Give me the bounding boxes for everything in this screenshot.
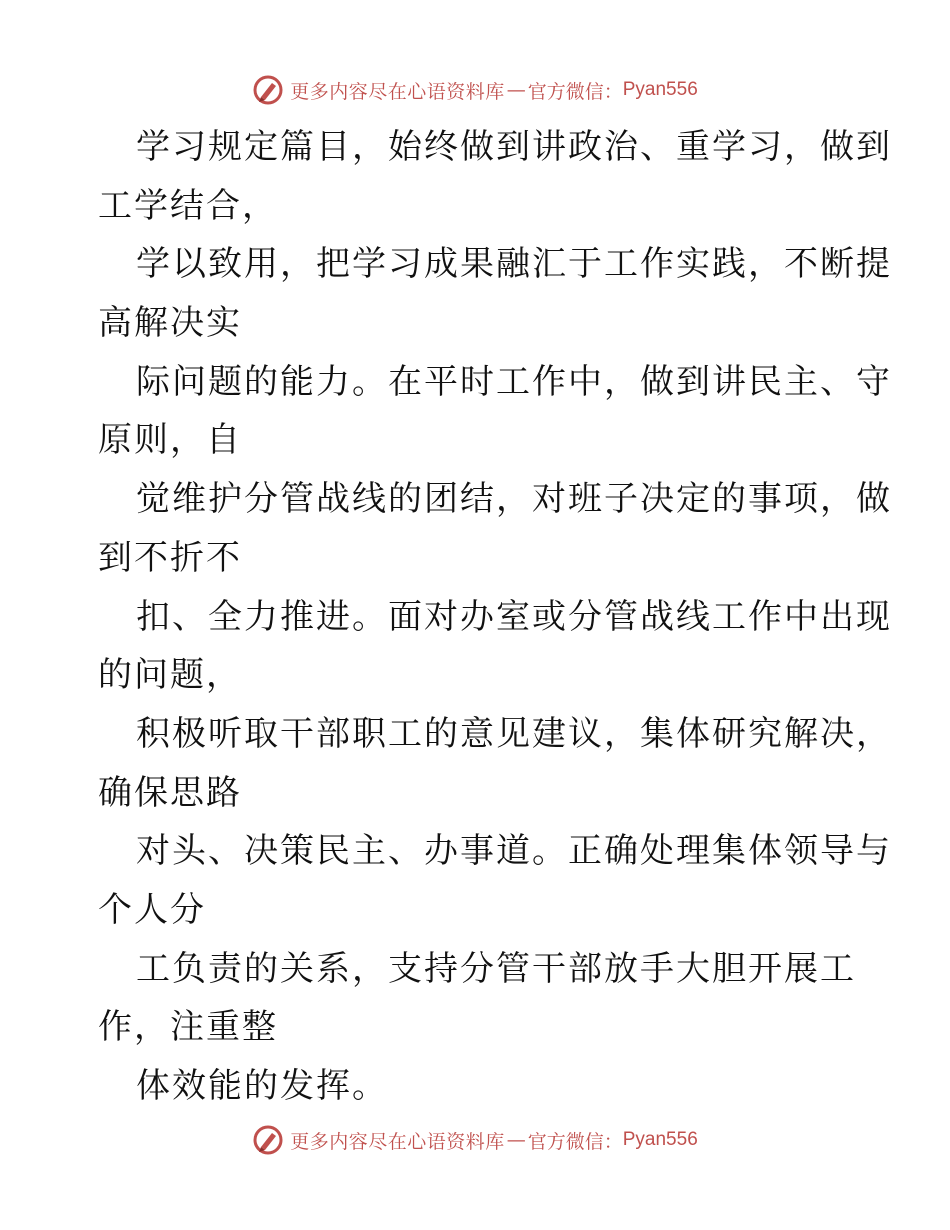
footer-dash: — <box>506 1129 526 1151</box>
footer-wechat-label: 官方微信： <box>527 1130 623 1153</box>
pen-circle-logo-icon <box>252 74 284 106</box>
header-wechat-id: Pyan556 <box>622 79 698 100</box>
body-line: 际问题的能力。在平时工作中，做到讲民主、守 <box>136 361 892 402</box>
header-wechat-label: 官方微信： <box>527 80 623 103</box>
body-line: 积极听取干部职工的意见建议，集体研究解决， <box>136 713 892 754</box>
header-brand-text: 更多内容尽在心语资料库 <box>290 80 505 103</box>
body-line: 确保思路 <box>98 772 242 813</box>
document-body <box>98 118 892 1116</box>
body-line: 个人分 <box>98 889 206 930</box>
body-line: 原则，自 <box>98 420 242 461</box>
header-dash: — <box>506 79 526 101</box>
body-line: 工负责的关系，支持分管干部放手大胆开展工 <box>136 948 856 989</box>
body-line: 体效能的发挥。 <box>136 1066 388 1106</box>
body-line: 学以致用，把学习成果融汇于工作实践，不断提 <box>136 244 892 285</box>
body-line: 工学结合， <box>98 185 278 226</box>
body-line: 高解决实 <box>98 303 242 344</box>
pen-circle-logo-icon <box>252 1124 284 1156</box>
body-line: 到不折不 <box>98 537 242 578</box>
footer-brand-text: 更多内容尽在心语资料库 <box>290 1130 505 1153</box>
body-line: 的问题， <box>98 655 242 696</box>
body-line: 作，注重整 <box>98 1007 278 1048</box>
footer-wechat-id: Pyan556 <box>622 1129 698 1150</box>
body-line: 扣、全力推进。面对办室或分管战线工作中出现 <box>136 596 892 637</box>
footer-banner <box>0 1120 950 1160</box>
body-line: 对头、决策民主、办事道。正确处理集体领导与 <box>136 831 892 872</box>
body-line: 觉维护分管战线的团结，对班子决定的事项，做 <box>136 479 892 520</box>
body-line: 学习规定篇目，始终做到讲政治、重学习，做到 <box>136 127 892 167</box>
header-banner <box>0 70 950 110</box>
